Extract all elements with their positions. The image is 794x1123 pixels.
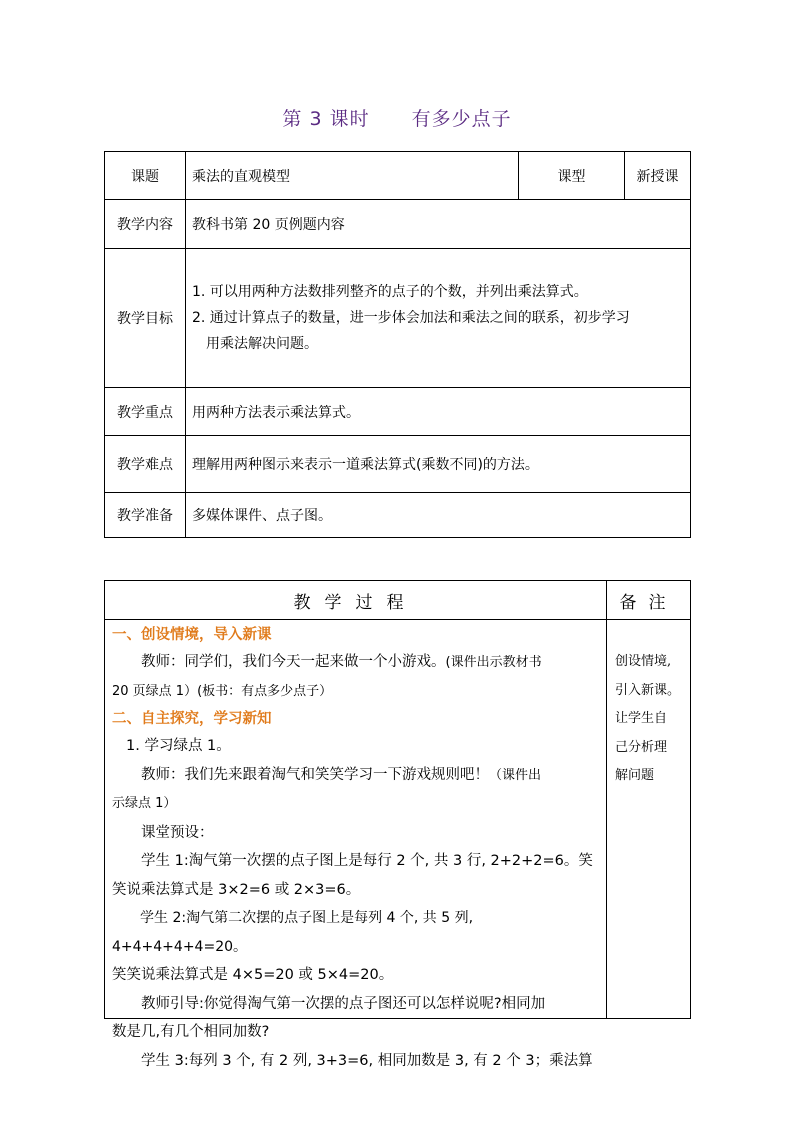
paragraph: 学生 2:淘气第二次摆的点子图上是每列 4 个, 共 5 列, 4+4+4+4+4=20。: [112, 910, 474, 955]
process-header: 教学过程: [105, 581, 607, 620]
process-content: [105, 620, 607, 1069]
paragraph: 学生 3:每列 3 个, 有 2 列, 3+3=6, 相同加数是 3, 有 2 个 3；乘法算: [141, 1052, 593, 1069]
difficulty-label: 教学难点: [105, 436, 186, 493]
lesson-topic: 有多少点子: [411, 108, 512, 130]
list-item: 1. 学习绿点 1。: [126, 738, 231, 754]
paragraph: 20 页绿点 1）(板书：有点多少点子）: [112, 683, 333, 699]
page-title: [0, 104, 794, 131]
section-heading-1: 一、创设情境，导入新课: [112, 627, 272, 643]
note-content: [607, 620, 691, 1019]
note-line: 解问题: [615, 768, 655, 783]
key-value: 用两种方法表示乘法算式。: [186, 388, 691, 436]
paragraph: 学生 1:淘气第一次摆的点子图上是每行 2 个, 共 3 行, 2+2+2=6。笑: [141, 853, 593, 869]
note-line: 让学生自: [615, 711, 668, 726]
goal-item-1: 1. 可以用两种方法数排列整齐的点子的个数，并列出乘法算式。: [192, 284, 588, 300]
goal-item-2-cont: 用乘法解决问题。: [206, 336, 318, 352]
section-heading-2: 二、自主探究，学习新知: [112, 711, 272, 727]
difficulty-value: 理解用两种图示来表示一道乘法算式(乘数不同)的方法。: [186, 436, 691, 493]
prep-label: 教学准备: [105, 493, 186, 538]
paragraph: 教师：同学们，我们今天一起来做一个小游戏。(课件出示教材书: [141, 654, 542, 670]
note-line: 引入新课。: [615, 682, 681, 698]
content-label: 教学内容: [105, 200, 186, 249]
goal-value: [186, 249, 691, 388]
goal-label: 教学目标: [105, 249, 186, 388]
note-line: 创设情境,: [615, 654, 672, 669]
type-label: 课型: [519, 152, 625, 200]
teaching-process-table: [104, 580, 691, 1069]
type-value: 新授课: [625, 152, 691, 200]
topic-value: 乘法的直观模型: [186, 152, 519, 200]
paragraph: 示绿点 1）: [112, 796, 177, 811]
paragraph: 教师引导:你觉得淘气第一次摆的点子图还可以怎样说呢?相同加: [141, 995, 546, 1012]
goal-item-2: 2. 通过计算点子的数量，进一步体会加法和乘法之间的联系，初步学习: [192, 310, 630, 326]
paragraph: 笑笑说乘法算式是 4×5=20 或 5×4=20。: [112, 967, 394, 983]
note-line: 己分析理: [615, 739, 668, 755]
note-header: 备注: [607, 581, 691, 620]
lesson-info-table: [104, 151, 691, 538]
paragraph: 教师：我们先来跟着淘气和笑笑学习一下游戏规则吧！（课件出: [141, 766, 542, 783]
paragraph: 课堂预设：: [141, 824, 214, 841]
paragraph: 笑说乘法算式是 3×2=6 或 2×3=6。: [112, 881, 361, 898]
key-label: 教学重点: [105, 388, 186, 436]
topic-label: 课题: [105, 152, 186, 200]
lesson-number: 第 3 课时: [282, 108, 370, 130]
content-value: 教科书第 20 页例题内容: [186, 200, 691, 249]
prep-value: 多媒体课件、点子图。: [186, 493, 691, 538]
paragraph: 数是几,有几个相同加数?: [112, 1024, 270, 1040]
